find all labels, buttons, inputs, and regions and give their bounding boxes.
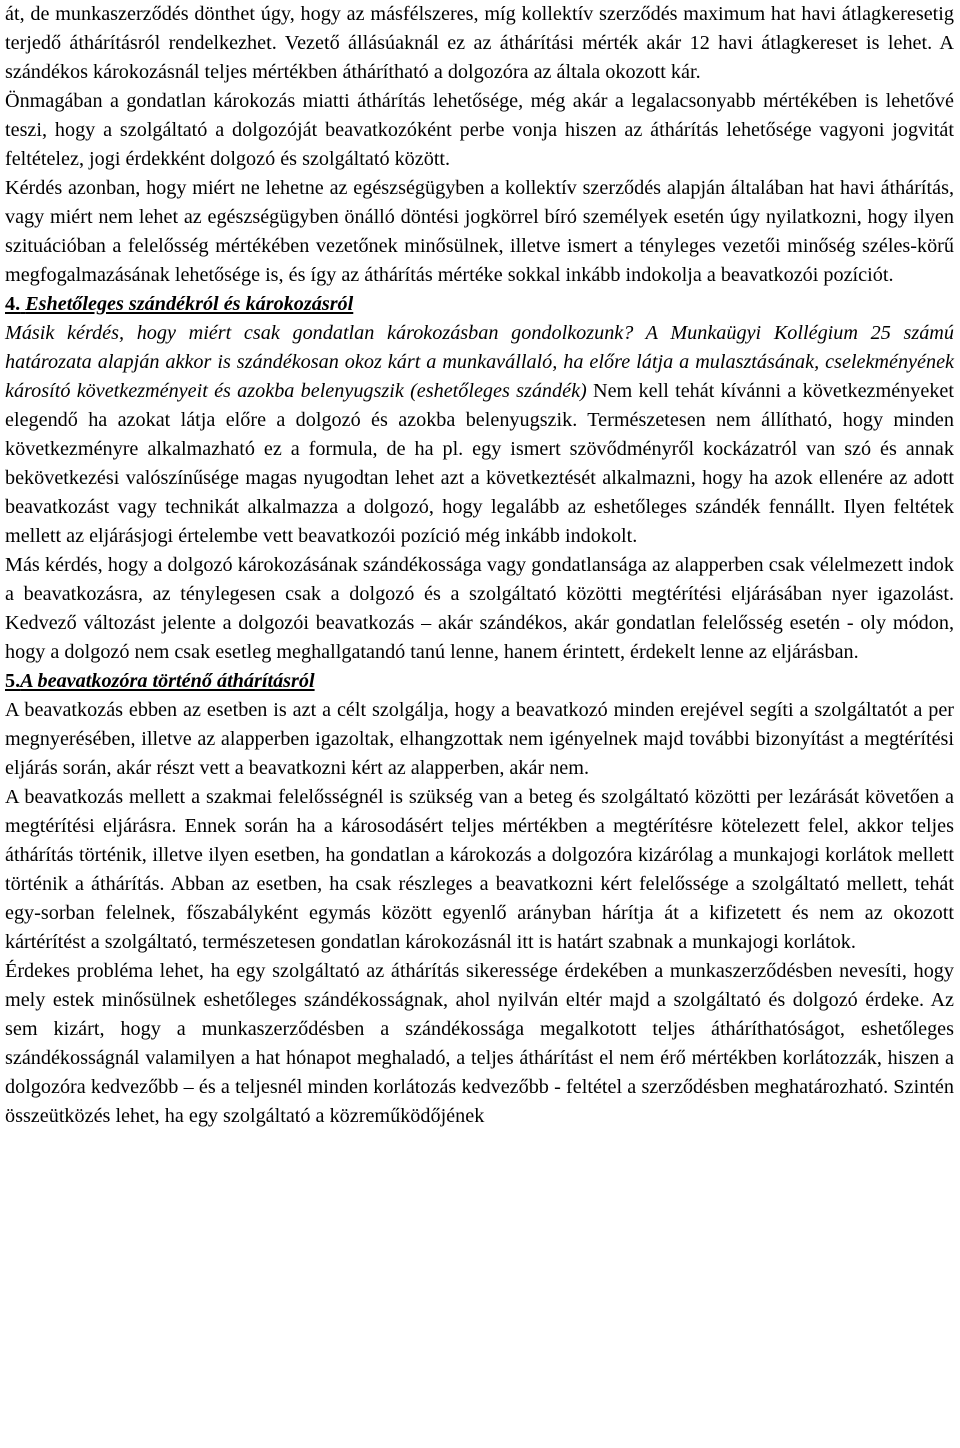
eventual-intent-text: Nem kell tehát kívánni a következményeket elegendő ha azokat látja előre a dolgozó és azokba belenyugszik. Természetesen nem állítható, hogy minden következményre alkalmazható ez a formula, de ha pl. egy ismert szövődményről kockázatról van szó és annak bekövetkezési valószínűsége magas nyugodtan lehet azt a következtését alkalmazni, hogy ha azok ellenére az adott beavatkozást vagy technikát alkalmazza a dolgozó, hogy legalább az eshetőleges szándék fennállt. Ilyen feltétek mellett az eljárásjogi értelembe vett beavatkozói pozíció még inkább indokolt.: [5, 380, 954, 547]
paragraph-reimbursement-procedure: A beavatkozás mellett a szakmai felelősségnél is szükség van a beteg és szolgáltató közötti per lezárását követően a megtérítési eljárásra. Ennek során ha a károsodásért teljes mértékben a megtérítésre kötelezett felel, akkor teljes áthárítás történik, illetve ilyen esetben, ha gondatlan a károkozás a dolgozóra kizárólag a munkajogi korlátok mellett történik a áthárítás. Abban az esetben, ha csak részleges a beavatkozni kért felelőssége a szolgáltató mellett, tehát egy-sorban felelnek, főszabályként egymás között egyenlő arányban hárítja át a kifizetett és nem az okozott kártérítést a szolgáltató, természetesen gondatlan károkozásnál itt is határt szabnak a munkajogi korlátok.: [5, 786, 954, 953]
section-5-number: 5.: [5, 670, 21, 692]
paragraph-liability-limits: át, de munkaszerződés dönthet úgy, hogy az másfélszeres, míg kollektív szerződés maximum hat havi átlagkeresetig terjedő áthárításról rendelkezhet. Vezető állásúaknál ez az áthárítási mérték akár 12 havi átlagkereset is lehet. A szándékos károkozásnál teljes mértékben áthárítható a dolgozóra az általa okozott kár.: [5, 3, 954, 83]
eventual-intent-italic-text: Másik kérdés, hogy miért csak gondatlan károkozásban gondolkozunk? A Munkaügyi Kollégium 25 számú határozata alapján akkor is szándékosan okoz kárt a munkavállaló, ha előre látja a mulasztásának, cselekményének károsító következményeit és azokba belenyugszik (eshetőleges szándék): [5, 322, 954, 402]
paragraph-intervention-purpose: A beavatkozás ebben az esetben is azt a célt szolgálja, hogy a beavatkozó minden erejével segíti a szolgáltatót a per megnyerésében, illetve az alapperben igazoltak, elhangzottak nem igényelnek majd további bizonyítást a megtérítési eljárás során, akár részt vett a beavatkozni kért az alapperben, akár nem.: [5, 699, 954, 779]
section-5-heading: [5, 667, 954, 696]
section-5-title: A beavatkozóra történő áthárításról: [20, 670, 315, 692]
section-4-heading: [5, 290, 954, 319]
paragraph-negligent-damage: Önmagában a gondatlan károkozás miatti áthárítás lehetősége, még akár a legalacsonyabb mértékében is lehetővé teszi, hogy a szolgáltató a dolgozóját beavatkozóként perbe vonja hiszen az áthárítás lehetősége vagyoni jogvitát feltételez, jogi érdekként dolgozó és szolgáltató között.: [5, 90, 954, 170]
section-4-number: 4.: [5, 293, 21, 315]
paragraph-eventual-intent: [5, 319, 954, 551]
paragraph-intent-presumption: Más kérdés, hogy a dolgozó károkozásának szándékossága vagy gondatlansága az alapperben csak vélelmezett indok a beavatkozásra, az ténylegesen csak a dolgozó és a szolgáltató közötti megtérítési eljárásában nyer igazolást. Kedvező változást jelente a dolgozói beavatkozás – akár szándékos, akár gondatlan felelősség esetén - oly módon, hogy a dolgozó nem csak esetleg meghallgatandó tanú lenne, hanem érintett, érdekelt lenne az eljárásban.: [5, 554, 954, 663]
paragraph-collective-agreement-question: Kérdés azonban, hogy miért ne lehetne az egészségügyben a kollektív szerződés alapján általában hat havi áthárítás, vagy miért nem lehet az egészségügyben önálló döntési jogkörrel bíró személyek esetén úgy nyilatkozni, hogy ilyen szituációban a felelősség mértékében vezetőnek minősülnek, illetve ismert a tényleges vezetői minőség széles-körű megfogalmazásának lehetősége is, és így az áthárítás mértéke sokkal inkább indokolja a beavatkozói pozíciót.: [5, 177, 954, 286]
paragraph-contract-problem: Érdekes probléma lehet, ha egy szolgáltató az áthárítás sikeressége érdekében a munkaszerződésben nevesíti, hogy mely estek minősülnek eshetőleges szándékosságnak, ahol nyilván eltér majd a szolgáltató és dolgozó érdeke. Az sem kizárt, hogy a munkaszerződésben a szándékossága megalkotott teljes átháríthatóságot, eshetőleges szándékosságnál valamilyen a hat hónapot meghaladó, a teljes áthárítást el nem érő mértékben korlátozzák, hiszen a dolgozóra kedvezőbb – és a teljesnél minden korlátozás kedvezőbb - feltétel a szerződésben meghatározható. Szintén összeütközés lehet, ha egy szolgáltató a közreműködőjének: [5, 960, 954, 1127]
section-4-title: Eshetőleges szándékról és károkozásról: [25, 293, 354, 315]
